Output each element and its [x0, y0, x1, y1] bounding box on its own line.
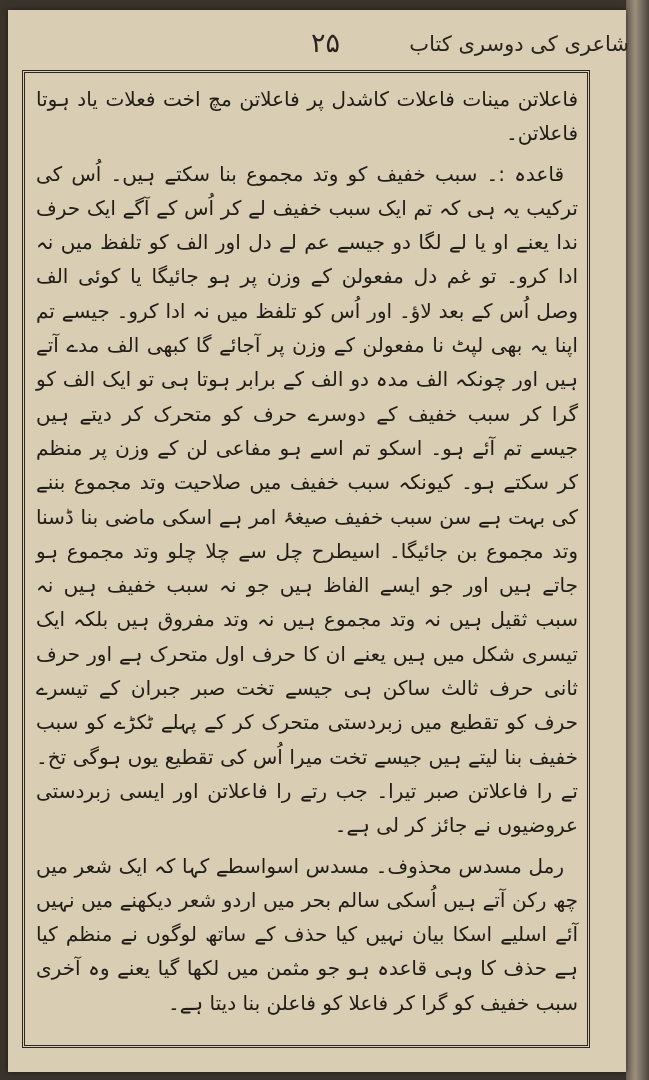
paragraph-1: فاعلاتن مینات فاعلات کاشدل پر فاعلاتن مچ اخت فعلات یاد ہوتا فاعلاتن۔: [36, 87, 578, 146]
page-header: [22, 28, 629, 70]
paragraph-2: قاعدہ :۔ سبب خفیف کو وتد مجموع بنا سکتے ہیں۔ اُس کی ترکیب یہ ہی کہ تم ایک سبب خفیف لے کر اُس کے آگے ایک حرف ندا یعنے او یا لے لگا دو جیسے عم لے دل اور الف کو تلفظ میں نہ ادا کرو۔ تو غم دل مفعولن کے وزن پر ہو جائیگا یا کوئی الف وصل اُس کے بعد لاؤ۔ اور اُس کو تلفظ میں نہ ادا کرو۔ جیسے تم اپنا یہ بھی لپٹ نا مفعولن کے وزن پر آجائے گا کبھی الف مدے آتے ہیں اور چونکہ الف مدہ دو الف کے برابر ہوتا ہی تو ایک الف کو گرا کر سبب خفیف کے دوسرے حرف کو متحرک کر دیتے ہیں جیسے تم آئے ہو۔ اسکو تم اسے ہو مفاعی لن کے وزن پر منظم کر سکتے ہو۔ کیونکہ سبب خفیف میں صلاحیت وتد مجموع بننے کی بہت ہے سن سبب خفیف صیغۂ امر ہے اسکی ماضی بنا ڈسنا وتد مجموع بن جائیگا۔ اسیطرح چل سے چلا چلو وتد مجموع ہو جاتے ہیں اور جو ایسے الفاظ ہیں جو نہ سبب خفیف ہیں نہ سبب ثقیل ہیں نہ وتد مجموع ہیں نہ وتد مفروق ہیں بلکہ ایک تیسری شکل میں ہیں یعنے ان کا حرف اول متحرک ہے اور حرف ثانی حرف ثالث ساکن ہی جیسے تخت صبر جبران کے تیسرے حرف کو تقطیع میں زبردستی متحرک کر کے پہلے ٹکڑے کو سبب خفیف بنا لیتے ہیں جیسے تخت میرا اُس کی تقطیع یوں ہوگی تخ۔ تے را فاعلاتن صبر تیرا۔ جب رتے را فاعلاتن اور ایسی زبردستی عروضیوں نے جائز کر لی ہے۔: [36, 161, 578, 838]
binding-edge: [626, 0, 649, 1080]
running-title: شاعری کی دوسری کتاب: [409, 32, 629, 56]
page-number: ۲۵: [310, 28, 341, 59]
page-body: [36, 82, 578, 1020]
paragraph-3: رمل مسدس محذوف۔ مسدس اسواسطے کہا کہ ایک شعر میں چھ رکن آتے ہیں اُسکی سالم بحر میں اردو شعر دیکھنے میں نہیں آئے اسلیے اسکا بیان نہیں کیا حذف کے ساتھ لوگوں نے منظم کیا ہے حذف کا وہی قاعدہ ہو جو مثمن میں لکھا گیا یعنے وہ آخری سبب خفیف کو گرا کر فاعلا کو فاعلن بنا دیتا ہے۔: [36, 853, 578, 1015]
